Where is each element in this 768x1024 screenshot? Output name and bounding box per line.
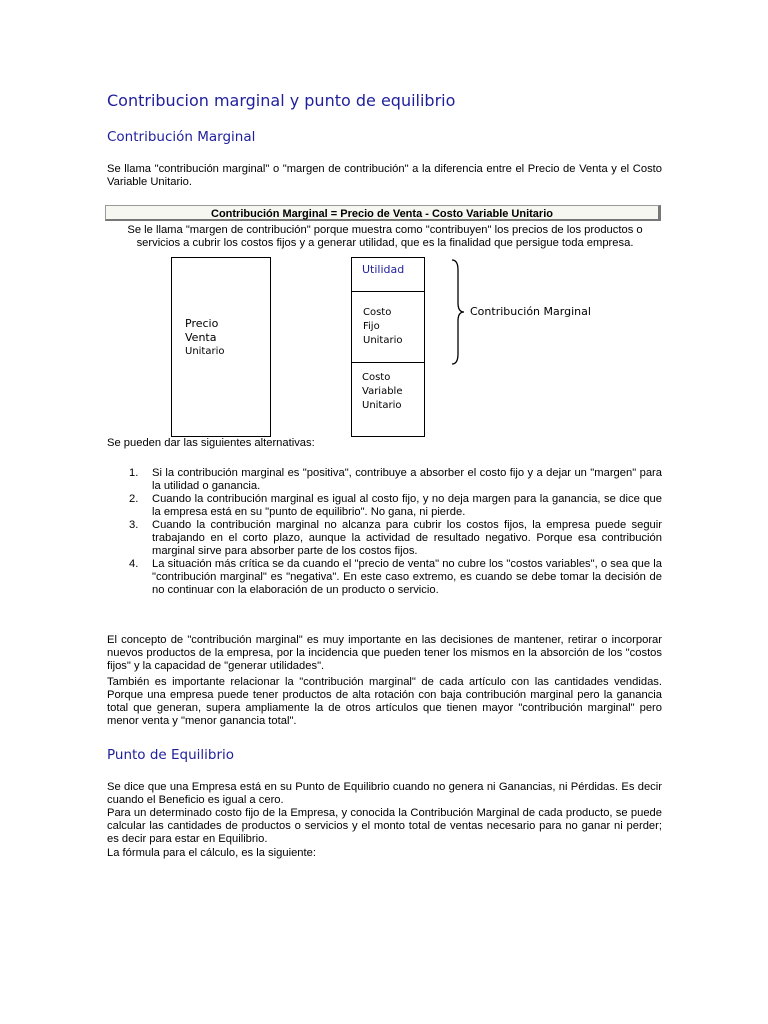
- section-heading-equilibrio: Punto de Equilibrio: [107, 747, 235, 763]
- list-item: [107, 467, 662, 493]
- costo-fijo-box: [351, 291, 425, 363]
- cost-stack: [351, 257, 425, 437]
- alternatives-list: [107, 467, 662, 597]
- formula-intro: La fórmula para el cálculo, es la siguiente:: [107, 847, 316, 859]
- unitario-label: Unitario: [185, 346, 225, 357]
- precio-venta-box: [171, 257, 271, 437]
- equilibrio-paragraph-2: Para un determinado costo fijo de la Empresa, y conocida la Contribución Marginal de cada producto, se puede calcular las cantidades de productos o servicios y el monto total de ventas necesario para no ganar ni perder; es decir para estar en Equilibrio.: [107, 807, 662, 845]
- utilidad-label: Utilidad: [362, 263, 405, 276]
- list-number: 3.: [129, 519, 139, 531]
- brace-icon: [448, 258, 468, 368]
- utilidad-box: [351, 257, 425, 292]
- concept-paragraph: El concepto de "contribución marginal" es muy importante en las decisiones de mantener, retirar o incorporar nuevos productos de la empresa, por la incidencia que pueden tener los mismos en la absorción de los "costos fijos" y la capacidad de "generar utilidades".: [107, 634, 662, 672]
- costo-fijo-label-3: Unitario: [363, 335, 403, 346]
- page-title: Contribucion marginal y punto de equilibrio: [107, 91, 456, 110]
- list-item: [107, 493, 662, 519]
- brace-label: Contribución Marginal: [470, 305, 591, 318]
- list-item: [107, 519, 662, 558]
- intro-paragraph: Se llama "contribución marginal" o "margen de contribución" a la diferencia entre el Precio de Venta y el Costo Variable Unitario.: [107, 163, 662, 188]
- list-item: [107, 558, 662, 597]
- section-heading-contribucion: Contribución Marginal: [107, 129, 256, 145]
- list-number: 2.: [129, 493, 139, 505]
- list-number: 4.: [129, 558, 139, 570]
- costo-variable-label-3: Unitario: [362, 400, 402, 411]
- costo-variable-label-1: Costo: [362, 372, 391, 383]
- costo-fijo-label-2: Fijo: [363, 321, 380, 332]
- precio-label: Precio: [185, 317, 219, 330]
- costo-variable-text: [362, 371, 403, 413]
- list-number: 1.: [129, 467, 139, 479]
- list-text: Si la contribución marginal es "positiva", contribuye a absorber el costo fijo y a dejar un "margen" para la utilidad o ganancia.: [152, 467, 662, 492]
- formula-note: Se le llama "margen de contribución" porque muestra como "contribuyen" los precios de los productos o servicios a cubrir los costos fijos y a generar utilidad, que es la finalidad que persigue toda empresa.: [127, 224, 643, 249]
- also-paragraph: También es importante relacionar la "contribución marginal" de cada artículo con las cantidades vendidas. Porque una empresa puede tener productos de alta rotación con baja contribución marginal pero la ganancia total que generan, supera ampliamente la de otros artículos que tienen mayor "contribución marginal" pero menor venta y "menor ganancia total".: [107, 676, 662, 727]
- list-text: La situación más crítica se da cuando el "precio de venta" no cubre los "costos variables", o sea que la "contribución marginal" es "negativa". En este caso extremo, es cuando se debe tomar la decisión de no continuar con la elaboración de un producto o servicio.: [152, 558, 662, 596]
- venta-label: Venta: [185, 331, 217, 344]
- equilibrio-paragraph-1: Se dice que una Empresa está en su Punto de Equilibrio cuando no genera ni Ganancias, ni Pérdidas. Es decir cuando el Beneficio es igual a cero.: [107, 781, 662, 806]
- formula-box: Contribución Marginal = Precio de Venta - Costo Variable Unitario: [105, 205, 661, 221]
- costo-fijo-label-1: Costo: [363, 307, 392, 318]
- costo-variable-label-2: Variable: [362, 386, 403, 397]
- alternatives-intro: Se pueden dar las siguientes alternativas:: [107, 437, 315, 449]
- list-text: Cuando la contribución marginal no alcanza para cubrir los costos fijos, la empresa puede seguir trabajando en el corto plazo, aunque la actividad de resultado negativo. Porque esa contribución marginal sirve para absorber parte de los costos fijos.: [152, 519, 662, 557]
- list-text: Cuando la contribución marginal es igual al costo fijo, y no deja margen para la ganancia, se dice que la empresa está en su "punto de equilibrio". No gana, ni pierde.: [152, 493, 662, 518]
